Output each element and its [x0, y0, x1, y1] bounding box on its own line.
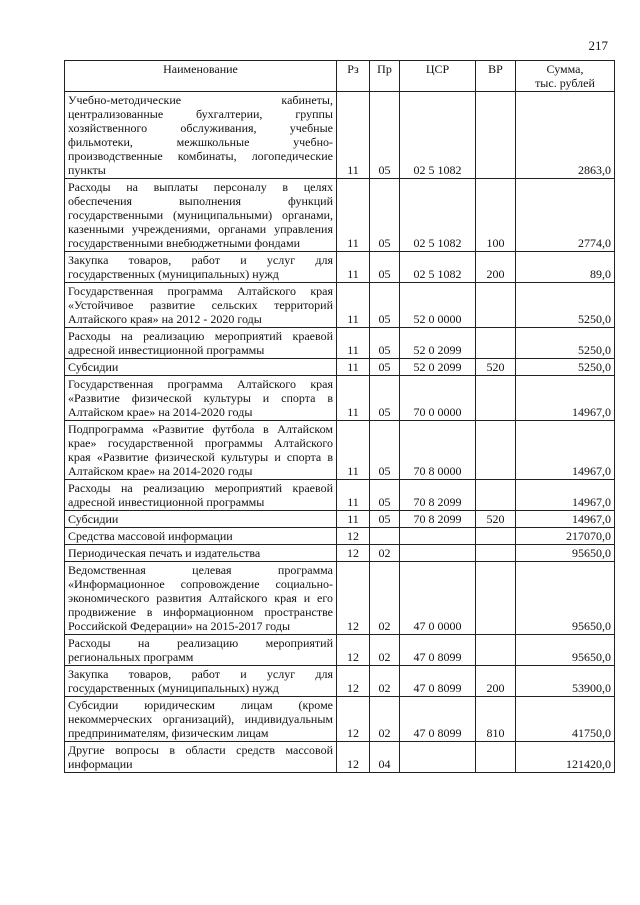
cell-pr: 05 [370, 511, 400, 528]
header-vr: ВР [476, 61, 516, 92]
cell-name: Средства массовой информации [65, 528, 337, 545]
cell-sum: 95650,0 [516, 635, 615, 666]
cell-name: Субсидии [65, 511, 337, 528]
cell-name: Расходы на реализацию мероприятий краевой адресной инвестиционной программы [65, 328, 337, 359]
cell-rz: 11 [337, 283, 370, 328]
page-number: 217 [588, 38, 608, 53]
table-row [65, 328, 615, 359]
table-row [65, 283, 615, 328]
cell-vr: 520 [476, 511, 516, 528]
table-row [65, 742, 615, 773]
cell-pr: 05 [370, 283, 400, 328]
cell-sum: 14967,0 [516, 421, 615, 480]
cell-vr: 810 [476, 697, 516, 742]
header-pr: Пр [370, 61, 400, 92]
cell-pr: 05 [370, 328, 400, 359]
table-row [65, 635, 615, 666]
cell-rz: 12 [337, 562, 370, 635]
table-row [65, 666, 615, 697]
cell-name: Расходы на выплаты персоналу в целях обеспечения выполнения функций государственными (муниципальными) органами, казенными учреждениями, органами управления государственными внебюджетными фондами [65, 179, 337, 252]
table-row [65, 545, 615, 562]
cell-name: Подпрограмма «Развитие футбола в Алтайском крае» государственной программы Алтайского края «Развитие физической культуры и спорта в Алтайском крае» на 2014-2020 годы [65, 421, 337, 480]
cell-csr: 70 8 0000 [400, 421, 476, 480]
cell-name: Периодическая печать и издательства [65, 545, 337, 562]
cell-rz: 11 [337, 179, 370, 252]
cell-csr [400, 742, 476, 773]
cell-pr: 04 [370, 742, 400, 773]
cell-sum: 41750,0 [516, 697, 615, 742]
cell-name: Ведомственная целевая программа «Информационное сопровождение социально-экономического развития Алтайского края и его продвижение в информационном пространстве Российской Федерации» на 2015-2017 годы [65, 562, 337, 635]
header-csr: ЦСР [400, 61, 476, 92]
cell-csr: 47 0 8099 [400, 635, 476, 666]
cell-pr: 05 [370, 179, 400, 252]
header-name: Наименование [65, 61, 337, 92]
cell-csr: 47 0 8099 [400, 697, 476, 742]
cell-rz: 12 [337, 666, 370, 697]
cell-rz: 11 [337, 92, 370, 179]
cell-csr: 02 5 1082 [400, 92, 476, 179]
cell-rz: 12 [337, 528, 370, 545]
cell-csr: 52 0 2099 [400, 359, 476, 376]
cell-sum: 5250,0 [516, 328, 615, 359]
cell-rz: 11 [337, 511, 370, 528]
header-sum-line1: Сумма, [546, 62, 584, 76]
cell-csr: 47 0 0000 [400, 562, 476, 635]
cell-sum: 5250,0 [516, 283, 615, 328]
cell-sum: 95650,0 [516, 545, 615, 562]
cell-vr: 200 [476, 252, 516, 283]
cell-vr [476, 562, 516, 635]
cell-rz: 11 [337, 480, 370, 511]
cell-sum: 5250,0 [516, 359, 615, 376]
cell-name: Учебно-методические кабинеты, централизованные бухгалтерии, группы хозяйственного обслуживания, учебные фильмотеки, межшкольные учебно-производственные комбинаты, логопедические пункты [65, 92, 337, 179]
cell-rz: 11 [337, 376, 370, 421]
cell-csr: 02 5 1082 [400, 179, 476, 252]
cell-rz: 11 [337, 359, 370, 376]
table-row [65, 511, 615, 528]
cell-vr: 200 [476, 666, 516, 697]
cell-csr [400, 528, 476, 545]
cell-rz: 12 [337, 545, 370, 562]
table-row [65, 376, 615, 421]
cell-rz: 11 [337, 328, 370, 359]
cell-pr: 05 [370, 480, 400, 511]
cell-vr [476, 480, 516, 511]
cell-pr: 02 [370, 635, 400, 666]
cell-csr: 02 5 1082 [400, 252, 476, 283]
cell-pr: 05 [370, 359, 400, 376]
cell-name: Расходы на реализацию мероприятий краевой адресной инвестиционной программы [65, 480, 337, 511]
cell-name: Расходы на реализацию мероприятий региональных программ [65, 635, 337, 666]
header-sum [516, 61, 615, 92]
cell-csr: 47 0 8099 [400, 666, 476, 697]
cell-sum: 2863,0 [516, 92, 615, 179]
cell-pr: 02 [370, 697, 400, 742]
cell-vr [476, 528, 516, 545]
cell-pr: 05 [370, 252, 400, 283]
cell-name: Закупка товаров, работ и услуг для государственных (муниципальных) нужд [65, 252, 337, 283]
cell-rz: 12 [337, 697, 370, 742]
cell-vr [476, 376, 516, 421]
cell-csr: 52 0 0000 [400, 283, 476, 328]
cell-sum: 121420,0 [516, 742, 615, 773]
cell-sum: 14967,0 [516, 376, 615, 421]
cell-pr: 05 [370, 421, 400, 480]
table-row [65, 480, 615, 511]
cell-sum: 14967,0 [516, 480, 615, 511]
cell-rz: 12 [337, 635, 370, 666]
cell-vr [476, 545, 516, 562]
cell-csr: 70 8 2099 [400, 511, 476, 528]
cell-vr [476, 635, 516, 666]
cell-vr: 100 [476, 179, 516, 252]
cell-sum: 89,0 [516, 252, 615, 283]
cell-vr [476, 328, 516, 359]
cell-sum: 53900,0 [516, 666, 615, 697]
cell-pr: 05 [370, 376, 400, 421]
cell-sum: 14967,0 [516, 511, 615, 528]
cell-pr: 02 [370, 666, 400, 697]
cell-csr: 70 0 0000 [400, 376, 476, 421]
cell-sum: 95650,0 [516, 562, 615, 635]
table-header-row [65, 61, 615, 92]
cell-pr: 02 [370, 562, 400, 635]
cell-name: Другие вопросы в области средств массовой информации [65, 742, 337, 773]
cell-vr: 520 [476, 359, 516, 376]
cell-sum: 217070,0 [516, 528, 615, 545]
cell-vr [476, 742, 516, 773]
cell-pr: 05 [370, 92, 400, 179]
cell-rz: 12 [337, 742, 370, 773]
table-row [65, 528, 615, 545]
cell-vr [476, 92, 516, 179]
cell-vr [476, 421, 516, 480]
cell-name: Субсидии юридическим лицам (кроме некоммерческих организаций), индивидуальным предпринимателям, физическим лицам [65, 697, 337, 742]
cell-name: Государственная программа Алтайского края «Устойчивое развитие сельских территорий Алтайского края» на 2012 - 2020 годы [65, 283, 337, 328]
cell-name: Закупка товаров, работ и услуг для государственных (муниципальных) нужд [65, 666, 337, 697]
table-row [65, 252, 615, 283]
cell-vr [476, 283, 516, 328]
cell-name: Государственная программа Алтайского края «Развитие физической культуры и спорта в Алтайском крае» на 2014-2020 годы [65, 376, 337, 421]
cell-pr: 02 [370, 545, 400, 562]
table-row [65, 179, 615, 252]
table-row [65, 359, 615, 376]
cell-sum: 2774,0 [516, 179, 615, 252]
cell-pr [370, 528, 400, 545]
cell-csr: 70 8 2099 [400, 480, 476, 511]
table-row [65, 421, 615, 480]
cell-csr: 52 0 2099 [400, 328, 476, 359]
header-sum-line2: тыс. рублей [535, 76, 595, 90]
cell-rz: 11 [337, 252, 370, 283]
table-row [65, 92, 615, 179]
cell-csr [400, 545, 476, 562]
cell-rz: 11 [337, 421, 370, 480]
header-rz: Рз [337, 61, 370, 92]
table-row [65, 562, 615, 635]
table-row [65, 697, 615, 742]
budget-table [64, 60, 615, 773]
cell-name: Субсидии [65, 359, 337, 376]
